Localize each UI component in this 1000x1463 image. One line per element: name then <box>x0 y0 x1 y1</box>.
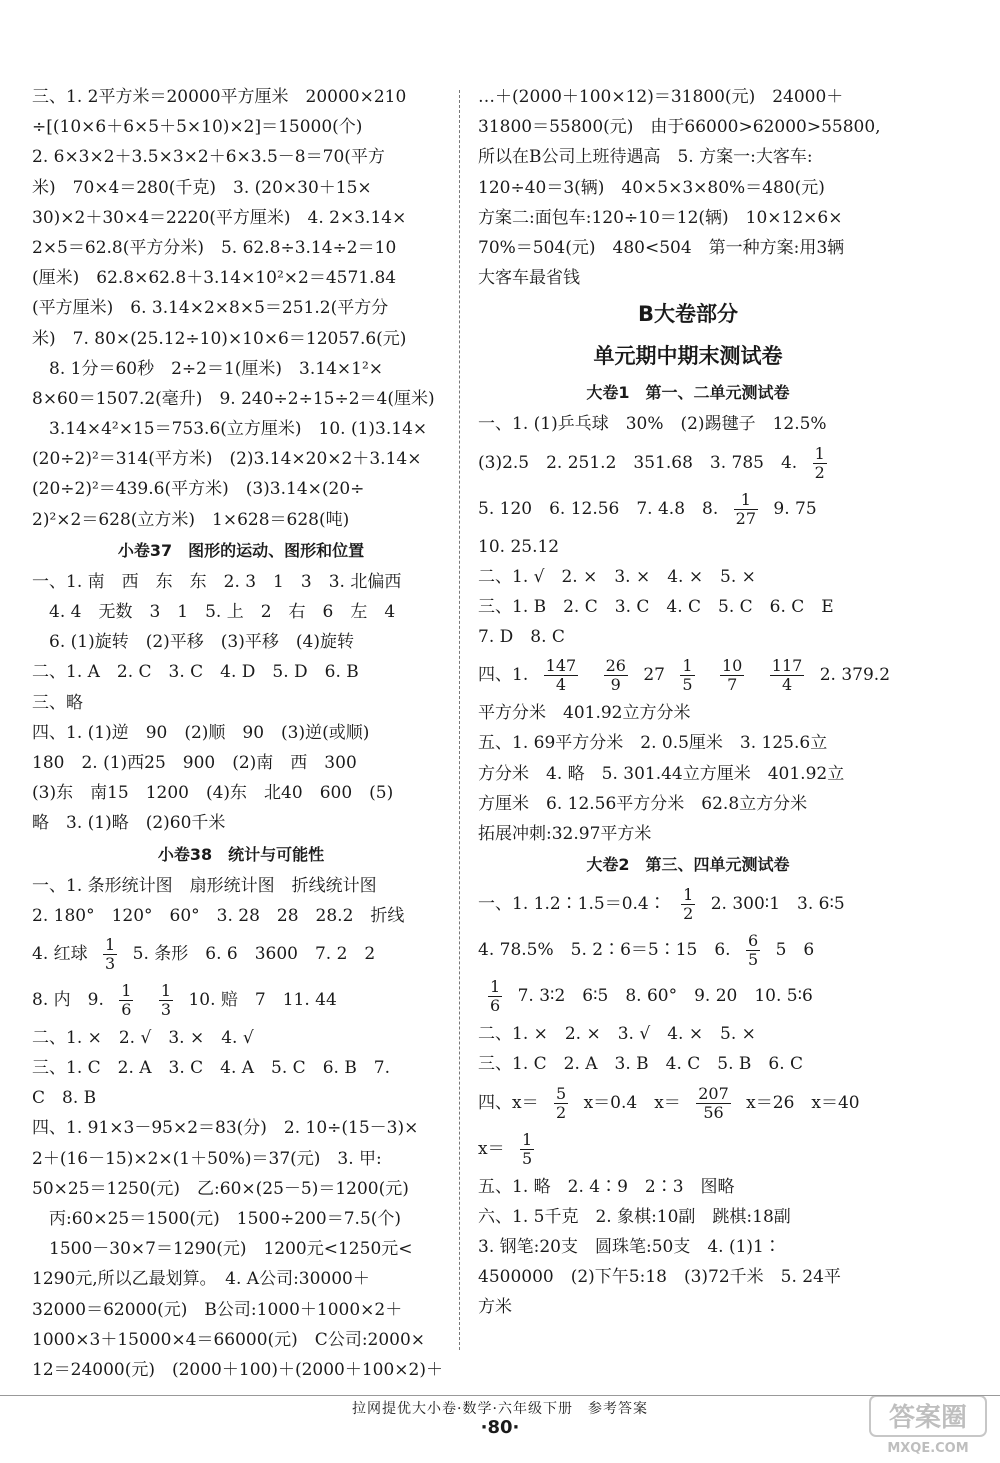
fraction-numerator: 1 <box>814 443 825 463</box>
answer-line: 31800＝55800(元) 由于66000>62000>55800, <box>478 117 881 138</box>
answer-line: (20÷2)²＝439.6(平方米) (3)3.14×(20÷ <box>32 479 365 500</box>
answer-line: 一、1. (1)乒乓球 30% (2)踢毽子 12.5% <box>478 414 827 435</box>
answer-line: 大客车最省钱 <box>478 268 580 289</box>
answer-line: 2. 180° 120° 60° 3. 28 28 28.2 折线 <box>32 905 405 926</box>
fraction-numerator: 117 <box>771 656 803 676</box>
answer-line: …＋(2000＋100×12)＝31800(元) 24000＋ <box>478 87 844 107</box>
answer-line: 180 2. (1)西25 900 (2)南 西 300 <box>32 752 357 773</box>
fraction <box>746 932 760 969</box>
fraction-numerator: 1 <box>160 980 172 1000</box>
answer-line: 8×60＝1507.2(毫升) 9. 240÷2÷15÷2＝4(厘米) <box>32 388 435 409</box>
answer-line: 方米 <box>478 1297 512 1318</box>
page-footer: 拉网提优大小卷·数学·六年级下册 参考答案 <box>0 1395 1000 1418</box>
watermark-text: 答案圈 <box>888 1403 968 1433</box>
fraction <box>554 1085 568 1122</box>
answer-line: 30)×2＋30×4＝2220(平方厘米) 4. 2×3.14× <box>32 207 407 228</box>
fraction-denominator: 4 <box>555 675 566 695</box>
unit-title: 单元期中期末测试卷 <box>593 344 783 369</box>
answer-text: 10. 赔 7 11. 44 <box>188 989 337 1010</box>
fraction-denominator: 3 <box>160 999 172 1019</box>
fraction <box>119 982 133 1019</box>
answer-text: 2. 300∶1 3. 6∶5 <box>710 894 845 915</box>
fraction-numerator: 1 <box>734 491 758 510</box>
part-title: B大卷部分 <box>637 302 738 327</box>
answer-line: 拓展冲刺:32.97平方米 <box>478 824 652 844</box>
answer-line <box>478 1080 898 1126</box>
fraction-denominator: 6 <box>490 996 501 1016</box>
fraction-numerator: 10 <box>722 656 743 676</box>
answer-line: 2)²×2＝628(立方米) 1×628＝628(吨) <box>32 509 350 530</box>
answer-line: 四、1. 91×3－95×2＝83(分) 2. 10÷(15－3)× <box>32 1118 419 1139</box>
answer-line: 略 3. (1)略 (2)60千米 <box>32 813 226 834</box>
fraction <box>770 657 805 694</box>
answer-text: 7. 3∶2 6∶5 8. 60° 9. 20 10. 5∶6 <box>517 986 813 1007</box>
fraction <box>696 1085 731 1122</box>
answer-line: 4. 4 无数 3 1 5. 上 2 右 6 左 4 <box>32 602 396 622</box>
answer-line <box>478 927 898 973</box>
answer-line: 120÷40＝3(辆) 40×5×3×80%＝480(元) <box>478 177 825 198</box>
answer-text: 2. 379.2 <box>819 665 891 686</box>
answer-line: ÷[(10×6＋6×5＋5×10)×2]＝15000(个) <box>32 117 363 138</box>
answer-block-d2-end <box>478 1172 898 1323</box>
answer-line: 2. 6×3×2＋3.5×3×2＋6×3.5－8＝70(平方 <box>32 147 385 168</box>
answer-text: x＝26 x＝40 <box>746 1092 860 1113</box>
answer-line <box>32 931 450 977</box>
answer-block-37 <box>32 567 450 839</box>
answer-block-d1-end <box>478 698 898 849</box>
answer-line: 8. 1分＝60秒 2÷2＝1(厘米) 3.14×1²× <box>32 358 383 379</box>
answer-line: (20÷2)²＝314(平方米) (2)3.14×20×2＋3.14× <box>32 449 422 470</box>
answer-line: 三、1. C 2. A 3. B 4. C 5. B 6. C <box>478 1054 804 1075</box>
fraction-numerator: 207 <box>698 1083 729 1103</box>
answer-line: 四、1. (1)逆 90 (2)顺 90 (3)逆(或顺) <box>32 722 370 743</box>
answer-line: 三、1. 2平方米＝20000平方厘米 20000×210 <box>32 87 407 107</box>
answer-line: 10. 25.12 <box>478 536 560 557</box>
answer-line: 五、1. 69平方分米 2. 0.5厘米 3. 125.6立 <box>478 733 828 754</box>
answer-text: (3)2.5 2. 251.2 351.68 3. 785 4. <box>478 452 798 473</box>
answer-line <box>478 486 898 532</box>
answer-line: 2＋(16－15)×2×(1＋50%)＝37(元) 3. 甲: <box>32 1148 382 1169</box>
answer-line <box>478 881 898 927</box>
answer-text: 5. 120 6. 12.56 7. 4.8 8. <box>478 498 719 519</box>
left-column <box>32 82 450 1385</box>
page-number: ·80· <box>480 1417 520 1438</box>
answer-block-d1 <box>478 532 898 653</box>
fraction-denominator: 27 <box>735 508 757 528</box>
right-column <box>478 82 898 1323</box>
fraction <box>488 978 502 1015</box>
fraction-numerator: 26 <box>605 656 626 676</box>
answer-line: 方案二:面包车:120÷10＝12(辆) 10×12×6× <box>478 207 843 228</box>
answer-line: 1290元,所以乙最划算。 4. A公司:30000＋ <box>32 1269 370 1290</box>
fraction-denominator: 2 <box>814 462 825 482</box>
answer-line: 二、1. √ 2. × 3. × 4. × 5. × <box>478 566 756 587</box>
answer-line: 三、略 <box>32 692 83 713</box>
answer-line: (3)东 南15 1200 (4)东 北40 600 (5) <box>32 783 394 804</box>
answer-line <box>478 440 898 486</box>
answer-line: C 8. B <box>32 1088 97 1109</box>
answer-line: 米) 70×4＝280(千克) 3. (20×30＋15× <box>32 177 372 198</box>
fraction-numerator: 1 <box>522 1129 533 1149</box>
answer-line: 平方分米 401.92立方分米 <box>478 703 691 724</box>
fraction-numerator: 1 <box>105 934 116 954</box>
fraction-denominator: 2 <box>556 1102 567 1122</box>
fraction-denominator: 5 <box>747 950 759 970</box>
answer-text: 5 6 <box>775 940 815 961</box>
answer-line: 1500－30×7＝1290(元) 1200元<1250元< <box>32 1239 413 1260</box>
fraction-denominator: 2 <box>683 904 694 924</box>
answer-block-38a <box>32 871 450 931</box>
fraction-denominator: 3 <box>105 953 116 973</box>
fraction-numerator: 1 <box>682 656 693 676</box>
fraction-numerator: 1 <box>121 980 132 1000</box>
fraction <box>681 886 695 923</box>
fraction-denominator: 5 <box>682 675 693 695</box>
fraction <box>520 1131 534 1168</box>
answer-line: 3.14×4²×15＝753.6(立方厘米) 10. (1)3.14× <box>32 419 428 440</box>
answer-line: 二、1. × 2. √ 3. × 4. √ <box>32 1027 254 1048</box>
answer-text: 4. 红球 <box>32 943 88 964</box>
answer-line: 2×5＝62.8(平方分米) 5. 62.8÷3.14÷2＝10 <box>32 237 397 258</box>
section-title-d1: 大卷1 第一、二单元测试卷 <box>586 383 790 403</box>
fraction-numerator: 6 <box>747 931 759 951</box>
fraction <box>720 657 744 694</box>
answer-line: 五、1. 略 2. 4∶9 2∶3 图略 <box>478 1176 735 1197</box>
fraction <box>159 982 173 1019</box>
answer-line: 3. 钢笔:20支 圆珠笔:50支 4. (1)1∶ <box>478 1236 781 1257</box>
fraction-denominator: 9 <box>610 675 621 695</box>
answer-text: 一、1. 1.2∶1.5＝0.4∶ <box>478 894 666 915</box>
fraction-denominator: 7 <box>727 675 738 695</box>
answer-line: 三、1. C 2. A 3. C 4. A 5. C 6. B 7. <box>32 1058 391 1079</box>
answer-line: 7. D 8. C <box>478 627 565 648</box>
fraction-denominator: 5 <box>522 1148 533 1168</box>
fraction <box>604 657 628 694</box>
answer-text: 四、x＝ <box>478 1092 539 1113</box>
fraction-numerator: 147 <box>545 656 577 676</box>
section-title-38: 小卷38 统计与可能性 <box>157 844 325 864</box>
fraction <box>103 936 117 973</box>
answer-text: x＝ <box>478 1138 505 1159</box>
answer-line: 一、1. 南 西 东 东 2. 3 1 3 3. 北偏西 <box>32 571 402 592</box>
answer-block-intro <box>32 82 450 535</box>
answer-line <box>32 977 450 1023</box>
fraction-numerator: 5 <box>556 1083 567 1103</box>
section-title-37: 小卷37 图形的运动、图形和位置 <box>117 540 365 560</box>
answer-text: 9. 75 <box>773 498 817 519</box>
answer-text: x＝0.4 x＝ <box>583 1092 681 1113</box>
fraction <box>813 445 827 482</box>
answer-line: 50×25＝1250(元) 乙:60×(25－5)＝1200(元) <box>32 1178 409 1199</box>
answer-line: 一、1. 条形统计图 扇形统计图 折线统计图 <box>32 875 377 896</box>
answer-block-38b <box>32 1023 450 1385</box>
answer-text: 8. 内 9. <box>32 989 104 1010</box>
answer-line: 所以在B公司上班待遇高 5. 方案一:大客车: <box>478 147 813 168</box>
answer-line: (平方厘米) 6. 3.14×2×8×5＝251.2(平方分 <box>32 298 389 319</box>
answer-text: 27 <box>643 665 665 686</box>
answer-line: 二、1. × 2. × 3. √ 4. × 5. × <box>478 1024 756 1045</box>
answer-text: 5. 条形 6. 6 3600 7. 2 2 <box>132 943 376 964</box>
fraction-denominator: 4 <box>781 675 793 695</box>
answer-line: 32000＝62000(元) B公司:1000＋1000×2＋ <box>32 1299 403 1320</box>
section-title-d2: 大卷2 第三、四单元测试卷 <box>586 855 790 875</box>
fraction <box>680 657 694 694</box>
answer-line: 4500000 (2)下午5:18 (3)72千米 5. 24平 <box>478 1267 841 1288</box>
answer-line: 方分米 4. 略 5. 301.44立方厘米 401.92立 <box>478 763 845 784</box>
answer-line: (厘米) 62.8×62.8＋3.14×10²×2＝4571.84 <box>32 268 397 289</box>
answer-line: 三、1. B 2. C 3. C 4. C 5. C 6. C E <box>478 596 834 617</box>
fraction-denominator: 6 <box>121 999 132 1019</box>
fraction <box>734 491 758 528</box>
fraction-numerator: 1 <box>490 977 501 997</box>
answer-line: 1000×3＋15000×4＝66000(元) C公司:2000× <box>32 1329 426 1350</box>
answer-line: 70%＝504(元) 480<504 第一种方案:用3辆 <box>478 237 845 258</box>
answer-line <box>478 652 898 698</box>
answer-line <box>478 973 898 1019</box>
answer-line: 方厘米 6. 12.56平方分米 62.8立方分米 <box>478 793 808 814</box>
watermark-logo <box>868 1392 988 1456</box>
watermark-site: MXQE.COM <box>887 1441 969 1456</box>
answer-line: 米) 7. 80×(25.12÷10)×10×6＝12057.6(元) <box>32 328 407 349</box>
answer-line: 6. (1)旋转 (2)平移 (3)平移 (4)旋转 <box>32 632 354 653</box>
answer-text: 4. 78.5% 5. 2∶6＝5∶15 6. <box>478 940 731 961</box>
answer-line: 12＝24000(元) (2000＋100)＋(2000＋100×2)＋ <box>32 1359 443 1380</box>
column-divider <box>459 90 460 1350</box>
answer-line: 丙:60×25＝1500(元) 1500÷200＝7.5(个) <box>32 1209 402 1229</box>
answer-block-d2 <box>478 1019 898 1079</box>
answer-text: 四、1. <box>478 665 529 686</box>
answer-block-continued <box>478 82 898 293</box>
fraction-numerator: 1 <box>683 885 694 905</box>
answer-line: 二、1. A 2. C 3. C 4. D 5. D 6. B <box>32 662 359 683</box>
fraction-denominator: 56 <box>703 1102 724 1122</box>
answer-line <box>478 1126 898 1172</box>
fraction <box>544 657 579 694</box>
answer-line: 六、1. 5千克 2. 象棋:10副 跳棋:18副 <box>478 1206 791 1227</box>
